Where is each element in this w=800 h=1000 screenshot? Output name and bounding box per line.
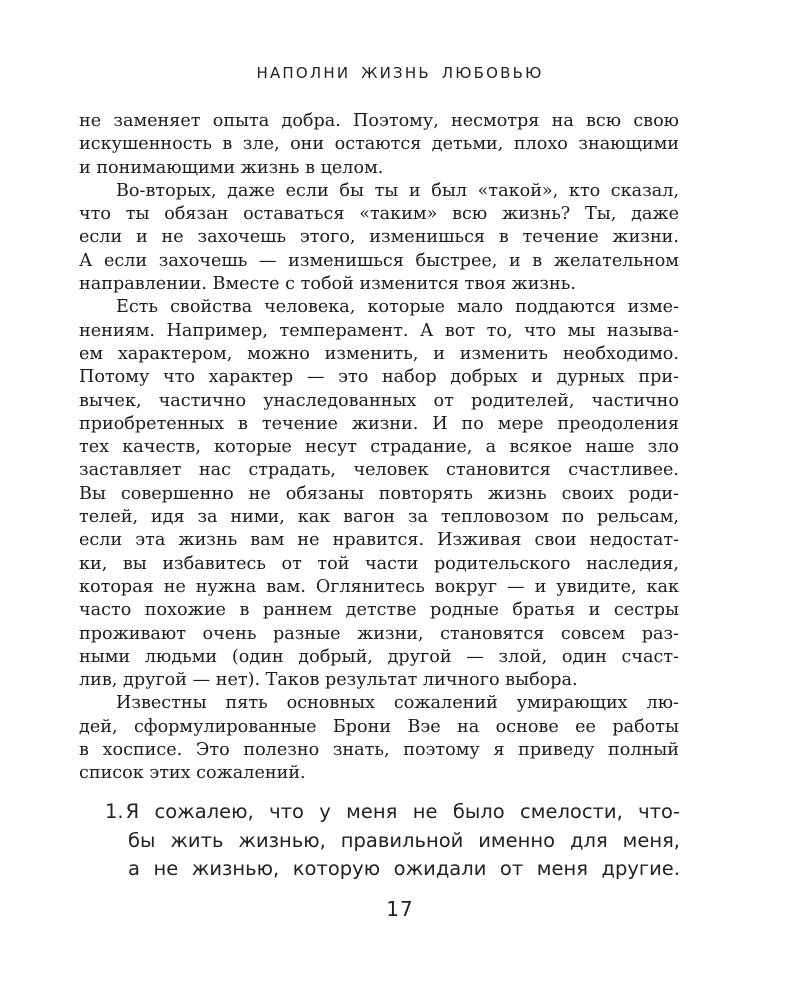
text-line: вычек, частично унаследованных от родителей, частично (79, 390, 679, 411)
text-line: лив, другой — нет). Таков результат личного выбора. (79, 670, 578, 691)
text-line: не заменяет опыта добра. Поэтому, несмотря на всю свою (79, 111, 679, 131)
text-line: нениям. Например, темперамент. А вот то, что мы называ- (79, 320, 679, 341)
text-line: Вы совершенно не обязаны повторять жизнь своих роди- (79, 483, 679, 504)
text-line: Потому что характер — это набор добрых и дурных при- (79, 367, 679, 388)
text-line: Есть свойства человека, которые мало поддаются изме- (116, 297, 679, 318)
text-line: приобретенных в течение жизни. И по мере преодоления (79, 413, 679, 434)
text-line: телей, идя за ними, как вагон за тепловозом по рельсам, (79, 507, 679, 528)
text-line: в хосписе. Это полезно знать, поэтому я приведу полный (79, 740, 679, 761)
text-line: которая не нужна вам. Оглянитесь вокруг — и увидите, как (79, 576, 679, 597)
page-number: 17 (386, 897, 414, 921)
text-line: ки, вы избавитесь от той части родительского наследия, (79, 553, 679, 574)
text-line: Во-вторых, даже если бы ты и был «такой», кто сказал, (116, 180, 679, 201)
text-line: направлении. Вместе с тобой изменится твоя жизнь. (79, 274, 576, 295)
text-line: ем характером, можно изменить, и изменить необходимо. (79, 343, 679, 364)
text-line: список этих сожалений. (79, 763, 306, 784)
text-line: проживают очень разные жизни, становятся совсем раз- (79, 623, 679, 644)
list-item-line (105, 798, 680, 827)
text-line: А если захочешь — изменишься быстрее, и в желательном (79, 250, 679, 271)
text-line: если и не захочешь этого, изменишься в течение жизни. (79, 227, 679, 248)
text-line: если эта жизнь вам не нравится. Изживая свои недостат- (79, 530, 679, 551)
text-line: заставляет нас страдать, человек становится счастливее. (79, 460, 679, 481)
text-line: что ты обязан оставаться «таким» всю жизнь? Ты, даже (79, 204, 679, 225)
text-line: и понимающими жизнь в целом. (79, 157, 384, 178)
text-line: тех качеств, которые несут страдание, а всякое наше зло (79, 437, 679, 458)
list-item-line: а не жизнью, которую ожидали от меня другие. (128, 857, 680, 880)
list-item-text: Я сожалею, что у меня не было смелости, что- (125, 800, 680, 823)
text-line: искушенность в зле, они остаются детьми, плохо знающими (79, 134, 679, 155)
list-item-line: бы жить жизнью, правильной именно для меня, (128, 828, 680, 852)
text-line: дей, сформулированные Брони Вэе на основе ее работы (79, 716, 679, 737)
numbered-list (105, 798, 680, 884)
text-line: часто похожие в раннем детстве родные братья и сестры (79, 600, 679, 621)
text-line: Известны пять основных сожалений умирающих лю- (116, 693, 679, 714)
list-item-number: 1. (105, 800, 124, 823)
body-text (79, 110, 679, 786)
running-title: НАПОЛНИ ЖИЗНЬ ЛЮБОВЬЮ (256, 64, 544, 82)
text-line: ными людьми (один добрый, другой — злой, один счаст- (79, 646, 679, 667)
